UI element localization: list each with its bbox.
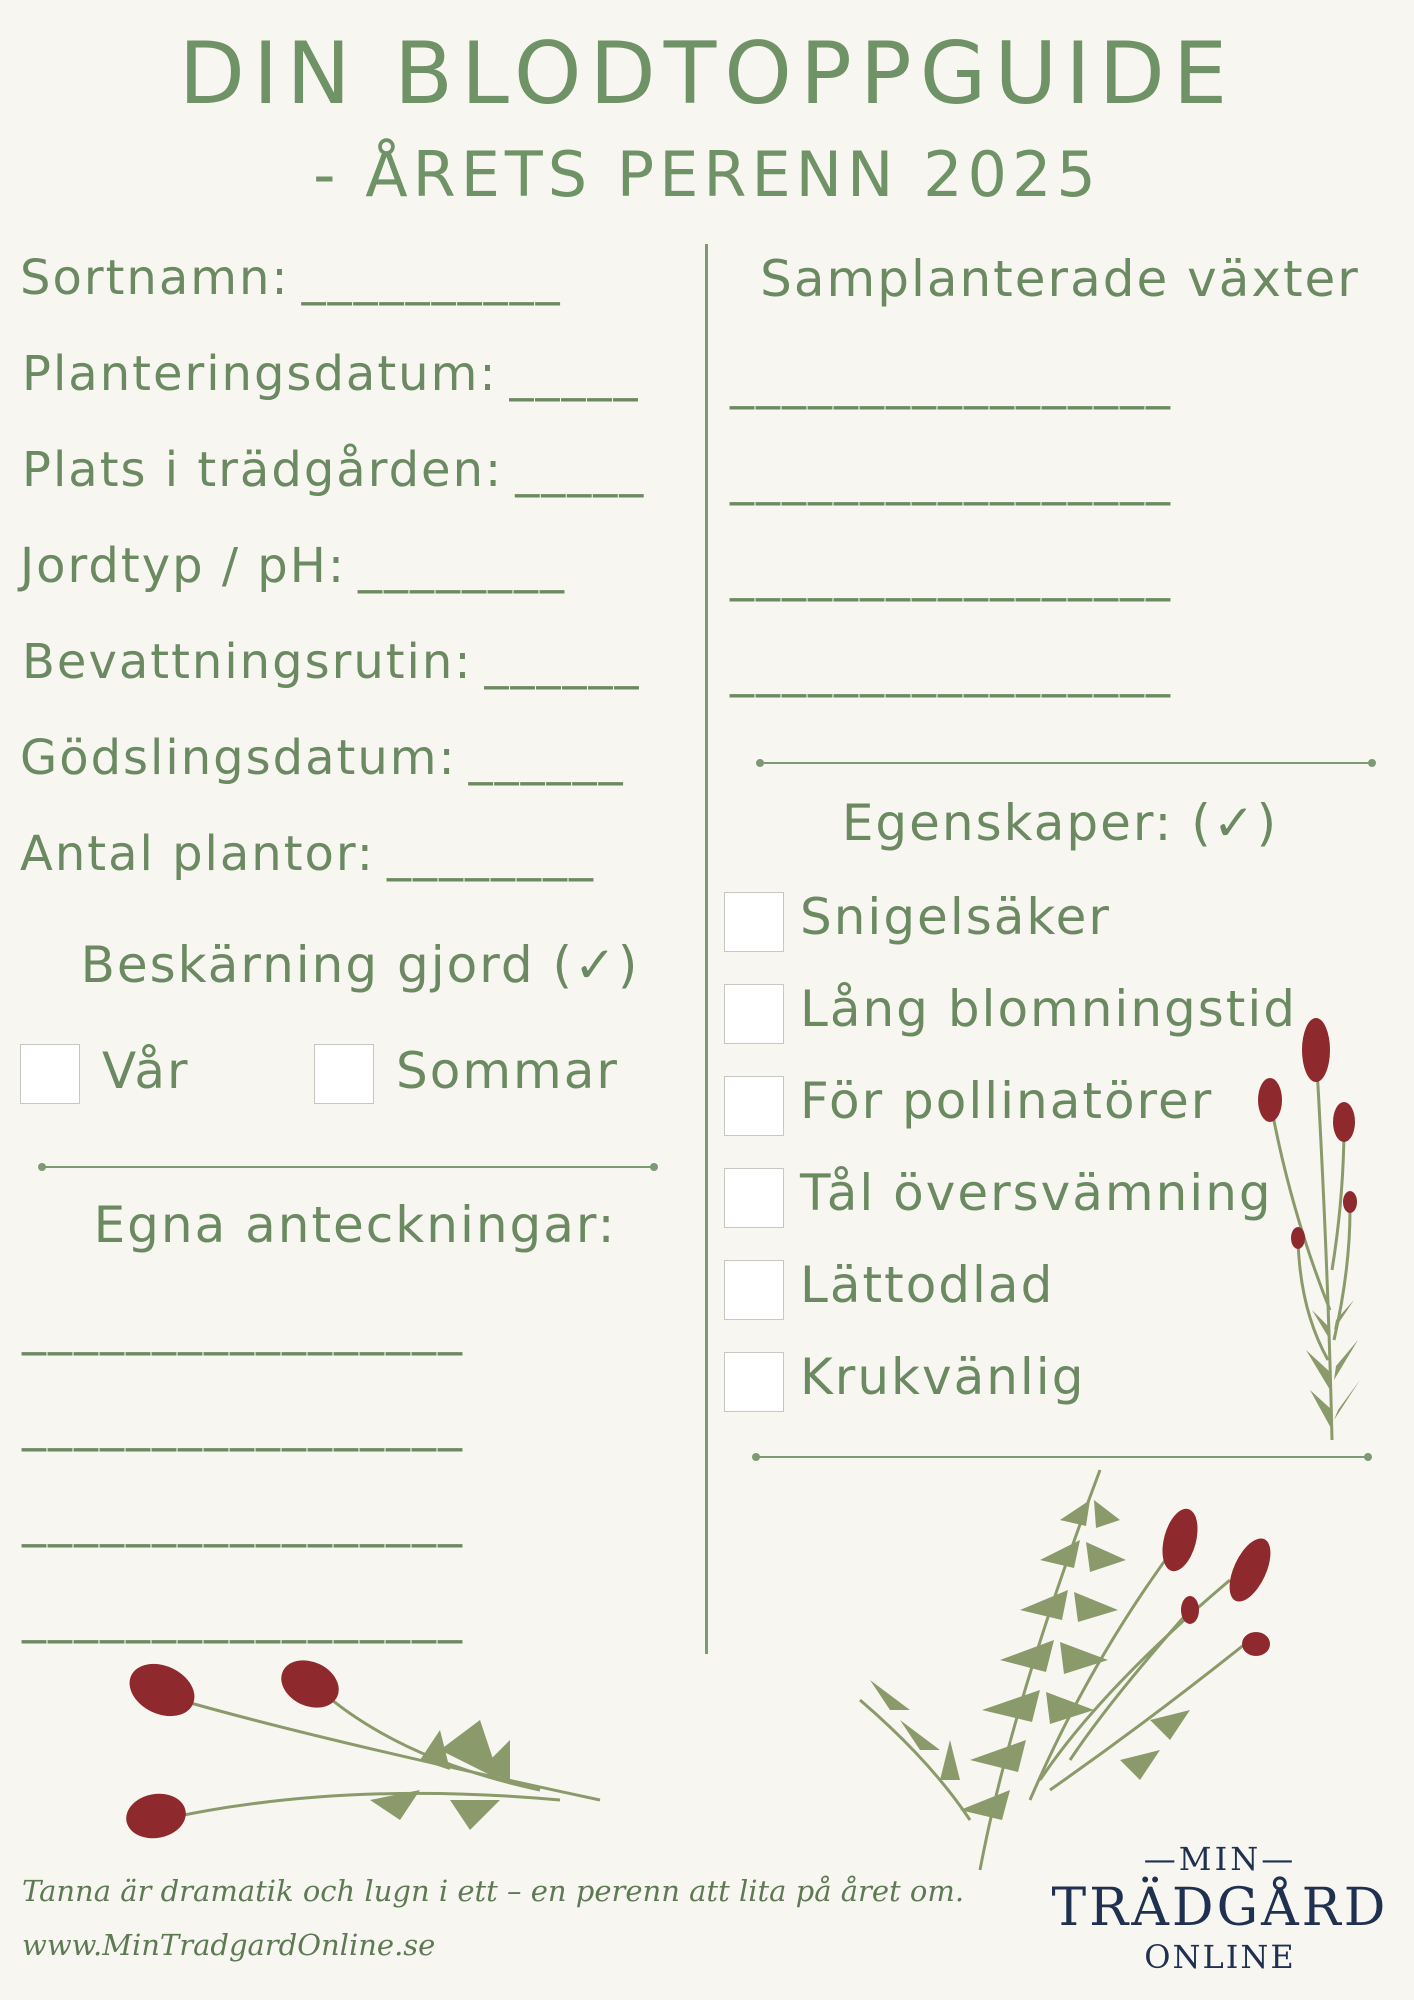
companions-line[interactable]: _________________ — [730, 642, 1172, 698]
footer-tagline: Tanna är dramatik och lugn i ett – en perenn att lita på året om. — [22, 1874, 965, 1908]
logo-bottom: ONLINE — [1144, 1938, 1296, 1976]
notes-line[interactable]: _________________ — [22, 1588, 464, 1644]
field-blank: ________ — [358, 538, 566, 594]
field-sortnamn[interactable] — [20, 250, 562, 306]
field-blank: _____ — [509, 346, 640, 402]
divider-right-top — [760, 762, 1372, 764]
companions-line[interactable]: _________________ — [730, 354, 1172, 410]
checkbox-label-sommar: Sommar — [396, 1042, 619, 1100]
field-plats[interactable] — [22, 442, 645, 498]
field-planteringsdatum[interactable] — [22, 346, 640, 402]
field-blank: ______ — [484, 634, 641, 690]
checkbox-snigelsaker[interactable] — [724, 892, 784, 952]
trait-label: Snigelsäker — [800, 888, 1111, 946]
page-title: DIN BLODTOPPGUIDE — [178, 24, 1236, 124]
field-label: Jordtyp / pH: — [20, 538, 346, 594]
checkbox-pollinatorer[interactable] — [724, 1076, 784, 1136]
burnet-flower-illustration — [1250, 1010, 1390, 1460]
trait-label: Lättodlad — [800, 1256, 1055, 1314]
checkbox-lattodlad[interactable] — [724, 1260, 784, 1320]
divider-left — [42, 1166, 654, 1168]
companions-line[interactable]: _________________ — [730, 450, 1172, 506]
traits-heading: Egenskaper: (✓) — [841, 794, 1279, 852]
checkbox-krukvanlig[interactable] — [724, 1352, 784, 1412]
notes-line[interactable]: _________________ — [22, 1300, 464, 1356]
field-blank: __________ — [301, 250, 562, 306]
trait-label: Lång blomningstid — [800, 980, 1298, 1038]
checkbox-oversvamning[interactable] — [724, 1168, 784, 1228]
field-blank: ________ — [386, 826, 595, 882]
field-label: Planteringsdatum: — [22, 346, 498, 402]
notes-line[interactable]: _________________ — [22, 1396, 464, 1452]
field-label: Antal plantor: — [20, 826, 375, 882]
checkbox-label-var: Vår — [102, 1042, 190, 1100]
logo — [1040, 1840, 1400, 1976]
field-label: Bevattningsrutin: — [22, 634, 473, 690]
notes-line[interactable]: _________________ — [22, 1492, 464, 1548]
field-label: Plats i trädgården: — [22, 442, 504, 498]
companions-line[interactable]: _________________ — [730, 546, 1172, 602]
page-subtitle: - ÅRETS PERENN 2025 — [313, 138, 1101, 211]
burnet-fern-illustration — [850, 1460, 1280, 1880]
trait-label: För pollinatörer — [800, 1072, 1214, 1130]
field-blank: ______ — [468, 730, 625, 786]
pruning-heading: Beskärning gjord (✓) — [80, 936, 640, 994]
trait-label: Tål översvämning — [800, 1164, 1273, 1222]
footer-url[interactable]: www.MinTradgardOnline.se — [22, 1928, 436, 1962]
field-antal-plantor[interactable] — [20, 826, 595, 882]
checkbox-lang-blomningstid[interactable] — [724, 984, 784, 1044]
field-label: Sortnamn: — [20, 250, 290, 306]
column-divider — [705, 244, 708, 1654]
field-blank: _____ — [515, 442, 646, 498]
checkbox-var[interactable] — [20, 1044, 80, 1104]
field-bevattning[interactable] — [22, 634, 640, 690]
logo-top: —MIN— — [1143, 1840, 1297, 1878]
burnet-sprig-illustration — [120, 1660, 620, 1860]
checkbox-sommar[interactable] — [314, 1044, 374, 1104]
field-jordtyp[interactable] — [20, 538, 566, 594]
logo-main: TRÄDGÅRD — [1051, 1878, 1389, 1938]
trait-label: Krukvänlig — [800, 1348, 1086, 1406]
field-label: Gödslingsdatum: — [20, 730, 457, 786]
notes-heading: Egna anteckningar: — [93, 1196, 617, 1254]
field-godsling[interactable] — [20, 730, 625, 786]
companions-heading: Samplanterade växter — [760, 250, 1360, 308]
